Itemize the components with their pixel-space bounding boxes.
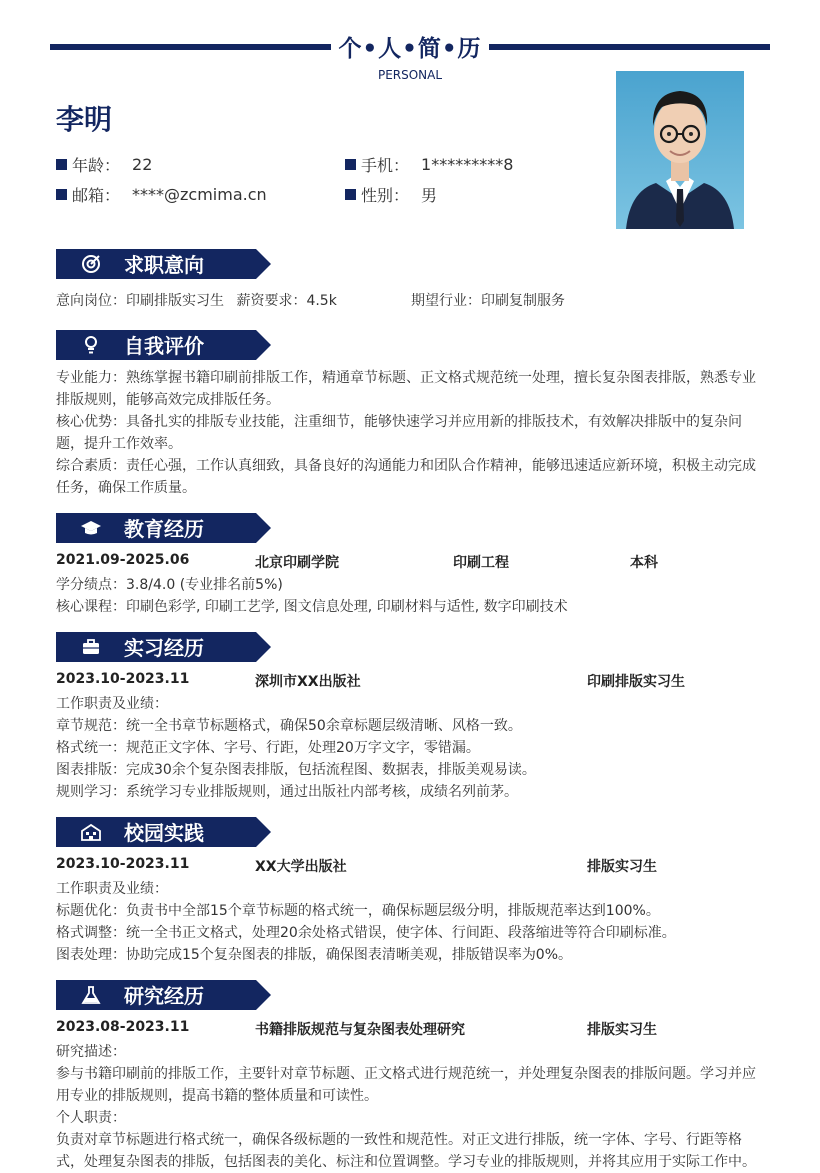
gender-value: 男 <box>421 186 438 205</box>
bullet-square-icon <box>56 189 67 200</box>
gender-label: 性别： <box>361 186 410 205</box>
section-header-internship <box>56 632 271 662</box>
section-title: 实习经历 <box>124 636 204 660</box>
campus-date: 2023.10-2023.11 <box>56 856 190 872</box>
section-title: 自我评价 <box>124 334 204 358</box>
profile-photo <box>616 71 744 229</box>
research-duty: 负责对章节标题进行格式统一，确保各级标题的一致性和规范性。对正文进行排版，统一字体、字号、行距等格式，处理复杂图表的排版，包括图表的美化、标注和位置调整。学习专业的排版规则，并将其应用于实际工作中。 <box>56 1132 756 1170</box>
research-project: 书籍排版规范与复杂图表处理研究 <box>255 1022 465 1038</box>
section-header-intent <box>56 249 271 279</box>
section-header-evaluation <box>56 330 271 360</box>
education-major: 印刷工程 <box>453 555 509 571</box>
resume-title: 个•人•简•历 <box>338 36 482 62</box>
research-description-label: 研究描述： <box>56 1044 126 1060</box>
campus-item: 图表处理：协助完成15个复杂图表的排版，确保图表清晰美观，排版错误率为0%。 <box>56 947 573 963</box>
candidate-name: 李明 <box>56 103 113 136</box>
internship-role: 印刷排版实习生 <box>587 674 685 690</box>
campus-item: 标题优化：负责书中全部15个章节标题的格式统一，确保标题层级分明，排版规范率达到100%。 <box>56 903 660 919</box>
target-icon <box>80 253 102 275</box>
education-school: 北京印刷学院 <box>255 555 339 571</box>
bullet-square-icon <box>345 159 356 170</box>
email-value: ****@zcmima.cn <box>132 185 267 204</box>
flask-icon <box>80 984 102 1006</box>
phone-value: 1*********8 <box>421 155 514 174</box>
age-value: 22 <box>132 155 153 174</box>
bullet-square-icon <box>56 159 67 170</box>
section-header-campus <box>56 817 271 847</box>
campus-role: 排版实习生 <box>587 859 657 875</box>
building-icon <box>80 821 102 843</box>
graduation-cap-icon <box>80 517 102 539</box>
age-field <box>56 153 152 176</box>
phone-field <box>345 153 513 176</box>
research-date: 2023.08-2023.11 <box>56 1019 190 1035</box>
campus-org: XX大学出版社 <box>255 859 347 875</box>
lightbulb-icon <box>80 334 102 356</box>
evaluation-quality: 综合素质：责任心强，工作认真细致，具备良好的沟通能力和团队合作精神，能够迅速适应新环境，积极主动完成任务，确保工作质量。 <box>56 458 756 496</box>
intent-position: 意向岗位：印刷排版实习生 <box>56 293 224 309</box>
section-title: 研究经历 <box>124 984 204 1008</box>
header-rule-right <box>489 44 770 50</box>
section-title: 校园实践 <box>124 821 204 845</box>
gender-field <box>345 183 437 206</box>
research-duty-label: 个人职责： <box>56 1110 126 1126</box>
section-header-research <box>56 980 271 1010</box>
evaluation-ability: 专业能力：熟练掌握书籍印刷前排版工作，精通章节标题、正文格式规范统一处理，擅长复杂图表排版，熟悉专业排版规则，能够高效完成排版任务。 <box>56 370 756 408</box>
section-title: 教育经历 <box>124 517 204 541</box>
intent-row <box>56 290 768 312</box>
internship-item: 图表排版：完成30余个复杂图表排版，包括流程图、数据表，排版美观易读。 <box>56 762 536 778</box>
section-title: 求职意向 <box>124 253 204 277</box>
phone-label: 手机： <box>361 156 410 175</box>
intent-industry: 期望行业：印刷复制服务 <box>411 293 565 309</box>
email-label: 邮箱： <box>72 186 121 205</box>
campus-duty-heading: 工作职责及业绩： <box>56 881 168 897</box>
resume-subtitle: PERSONAL <box>377 68 443 82</box>
section-header-education <box>56 513 271 543</box>
campus-item: 格式调整：统一全书正文格式，处理20余处格式错误，使字体、行间距、段落缩进等符合印刷标准。 <box>56 925 676 941</box>
internship-item: 规则学习：系统学习专业排版规则，通过出版社内部考核，成绩名列前茅。 <box>56 784 518 800</box>
education-courses: 核心课程：印刷色彩学, 印刷工艺学, 图文信息处理, 印刷材料与适性, 数字印刷技术 <box>56 599 568 615</box>
internship-company: 深圳市XX出版社 <box>255 674 361 690</box>
internship-item: 格式统一：规范正文字体、字号、行距，处理20万字文字，零错漏。 <box>56 740 480 756</box>
age-label: 年龄： <box>72 156 121 175</box>
bullet-square-icon <box>345 189 356 200</box>
research-description: 参与书籍印刷前的排版工作，主要针对章节标题、正文格式进行规范统一，并处理复杂图表的排版问题。学习并应用专业的排版规则，提高书籍的整体质量和可读性。 <box>56 1066 756 1104</box>
email-field <box>56 183 267 206</box>
education-gpa: 学分绩点：3.8/4.0 (专业排名前5%) <box>56 577 283 593</box>
briefcase-icon <box>80 636 102 658</box>
internship-item: 章节规范：统一全书章节标题格式，确保50余章标题层级清晰、风格一致。 <box>56 718 522 734</box>
intent-salary: 薪资要求：4.5k <box>236 293 337 309</box>
internship-duty-heading: 工作职责及业绩： <box>56 696 168 712</box>
education-date: 2021.09-2025.06 <box>56 552 190 568</box>
header-rule-left <box>50 44 331 50</box>
research-role: 排版实习生 <box>587 1022 657 1038</box>
education-degree: 本科 <box>630 555 658 571</box>
evaluation-strength: 核心优势：具备扎实的排版专业技能，注重细节，能够快速学习并应用新的排版技术，有效解决排版中的复杂问题，提升工作效率。 <box>56 414 742 452</box>
internship-date: 2023.10-2023.11 <box>56 671 190 687</box>
